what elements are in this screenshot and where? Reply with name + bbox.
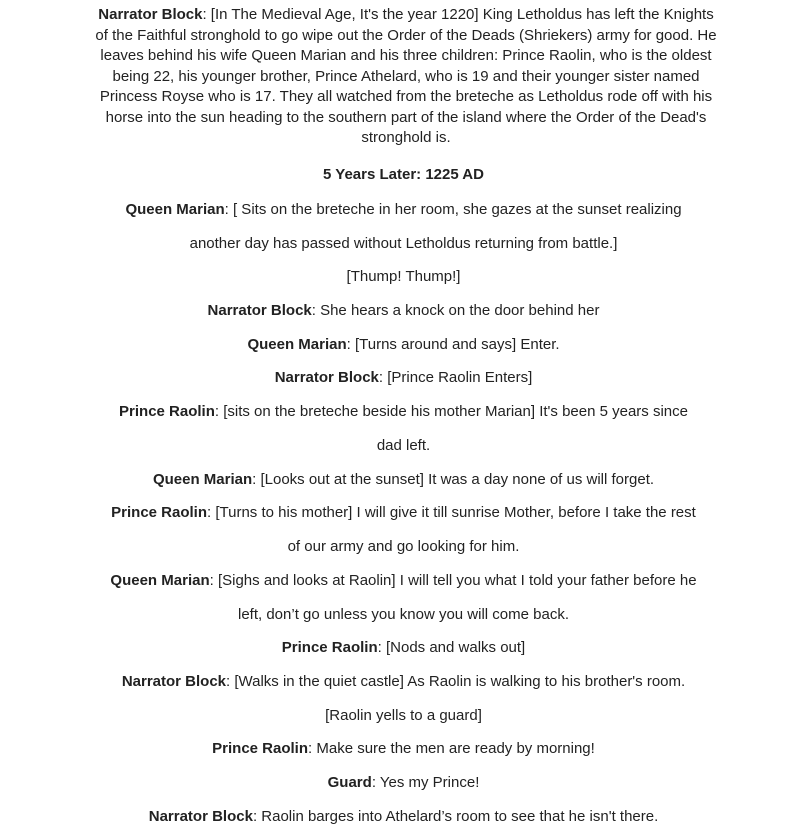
line-speaker: Prince Raolin	[212, 740, 309, 757]
dialogue-line	[0, 267, 807, 287]
line-speaker: Narrator Block	[207, 302, 312, 319]
dialogue-line	[0, 605, 807, 625]
line-speaker: Prince Raolin	[119, 403, 215, 420]
line-text: : Yes my Prince!	[371, 774, 480, 791]
line-speaker: Prince Raolin	[281, 639, 378, 656]
line-text: left, don’t go unless you know you will come back.	[237, 606, 569, 623]
line-speaker: Narrator Block	[148, 808, 253, 825]
dialogue-line	[0, 335, 807, 355]
line-speaker: Narrator Block	[121, 673, 227, 690]
intro-speaker: Narrator Block	[98, 6, 203, 23]
line-text: another day has passed without Letholdus returning from battle.]	[189, 235, 618, 252]
intro-paragraph	[92, 5, 720, 149]
line-text: : [Turns around and says] Enter.	[346, 336, 560, 353]
line-text: : [Looks out at the sunset] It was a day none of us will forget.	[252, 471, 655, 488]
line-speaker: Queen Marian	[152, 471, 253, 488]
line-text: of our army and go looking for him.	[287, 538, 520, 555]
dialogue-line	[0, 773, 807, 793]
dialogue-line	[0, 739, 807, 759]
intro-text: : [In The Medieval Age, It's the year 1220] King Letholdus has left the Knights of the Faithful stronghold to go wipe out the Order of the Deads (Shriekers) army for good. He leaves behind his wife Queen Marian and his three children: Prince Raolin, who is the oldest being 22, his younger brother, Prince Athelard, who is 19 and their younger sister named Princess Royse who is 17. They all watched from the breteche as Letholdus rode off with his horse into the sun heading to the southern part of the island where the Order of the Dead's stronghold is.	[95, 6, 717, 146]
line-text: : [Turns to his mother] I will give it till sunrise Mother, before I take the rest	[207, 504, 696, 521]
dialogue-line	[0, 537, 807, 557]
line-text: : [ Sits on the breteche in her room, she gazes at the sunset realizing	[224, 201, 682, 218]
dialogue-line	[0, 571, 807, 591]
line-text: dad left.	[376, 437, 431, 454]
time-skip-heading: 5 Years Later: 1225 AD	[323, 166, 484, 183]
dialogue-line	[0, 672, 807, 692]
line-speaker: Narrator Block	[274, 369, 379, 386]
line-text: [Raolin yells to a guard]	[325, 707, 482, 724]
dialogue-line	[0, 301, 807, 321]
dialogue-line	[0, 706, 807, 726]
dialogue-line	[0, 807, 807, 827]
dialogue-line	[0, 470, 807, 490]
line-speaker: Queen Marian	[110, 572, 210, 589]
dialogue-line	[0, 436, 807, 456]
line-speaker: Queen Marian	[247, 336, 347, 353]
dialogue-line	[0, 368, 807, 388]
line-text: : [Nods and walks out]	[377, 639, 526, 656]
line-text: : [Prince Raolin Enters]	[378, 369, 533, 386]
dialogue-line	[0, 234, 807, 254]
line-speaker: Prince Raolin	[111, 504, 208, 521]
line-speaker: Guard	[327, 774, 372, 791]
line-text: : [Sighs and looks at Raolin] I will tell you what I told your father before he	[209, 572, 697, 589]
line-text: : [sits on the breteche beside his mother Marian] It's been 5 years since	[214, 403, 688, 420]
dialogue-line	[0, 200, 807, 220]
line-speaker: Queen Marian	[125, 201, 225, 218]
dialogue-line	[0, 503, 807, 523]
line-text: : Raolin barges into Athelard’s room to see that he isn't there.	[252, 808, 659, 825]
line-text: : [Walks in the quiet castle] As Raolin is walking to his brother's room.	[226, 673, 686, 690]
dialogue-line	[0, 402, 807, 422]
line-text: : Make sure the men are ready by morning!	[308, 740, 595, 757]
dialogue-line	[0, 638, 807, 658]
line-text: : She hears a knock on the door behind her	[311, 302, 600, 319]
line-text: [Thump! Thump!]	[346, 268, 461, 285]
